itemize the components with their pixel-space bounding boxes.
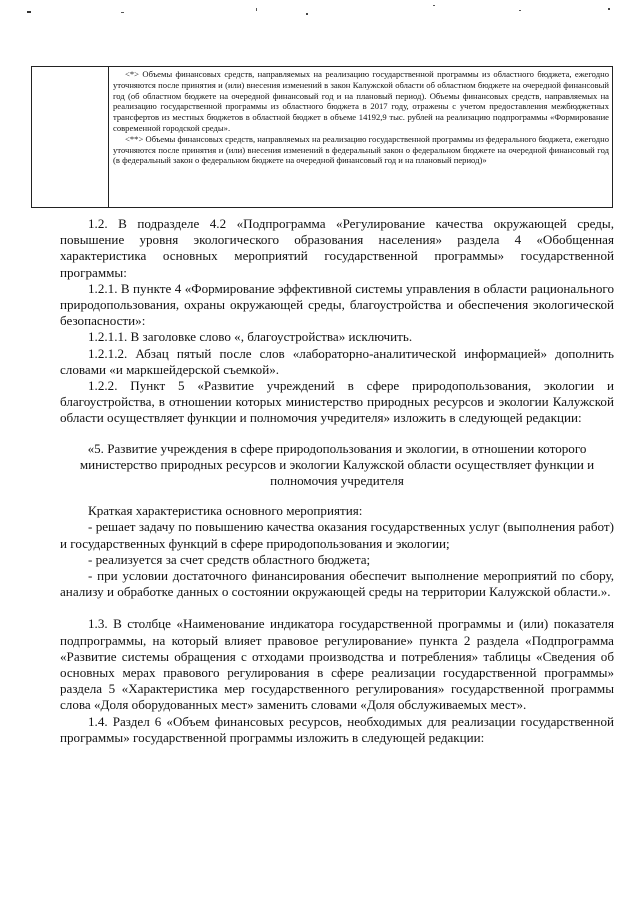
paragraph-1-2-1-2: 1.2.1.2. Абзац пятый после слов «лабораторно-аналитической информацией» дополнить словами «и маркшейдерской съемкой». [60, 345, 614, 377]
footnote-regional-budget: <*> Объемы финансовых средств, направляемых на реализацию государственной программы из областного бюджета, ежегодно уточняются после принятия и (или) внесения изменений в закон Калужской области об областном бюджете на очередной финансовый год (об областном бюджете на очередной финансовый год и на плановый период). Объемы финансовых средств, направляемых на реализацию государственной программы из областного бюджета в 2017 году, отражены с учетом предоставления межбюджетных трансфертов из местных бюджетов в областной бюджет в объеме 14192,9 тыс. рублей на реализацию подпрограммы «Формирование современной городской среды». [113, 69, 609, 133]
paragraph-1-4: 1.4. Раздел 6 «Объем финансовых ресурсов, необходимых для реализации государственной программы» государственной программы изложить в следующей редакции: [60, 713, 614, 745]
footnotes-table-text-cell [109, 67, 612, 207]
paragraph-summary-title: Краткая характеристика основного мероприятия: [88, 503, 363, 519]
section-heading-5: «5. Развитие учреждения в сфере природопользования и экологии, в отношении которого министерство природных ресурсов и экологии Калужской области осуществляет функции и полномочия учредителя [79, 440, 595, 489]
paragraph-1-2-1: 1.2.1. В пункте 4 «Формирование эффективной системы управления в области рационального природопользования, охраны окружающей среды, благоустройства и обеспечения экологической безопасности»: [60, 280, 614, 329]
paragraph-1-2-2: 1.2.2. Пункт 5 «Развитие учреждений в сфере природопользования, экологии и благоустройства, в отношении которых министерство природных ресурсов и экологии Калужской области осуществляет функции и полномочия учредителя» изложить в следующей редакции: [60, 378, 614, 426]
scan-specks [0, 0, 640, 30]
footnote-federal-budget: <**> Объемы финансовых средств, направляемых на реализацию государственной программы из федерального бюджета, ежегодно уточняются после принятия и (или) внесения изменений в федеральный закон о федеральном бюджете на очередной финансовый год (в федеральный закон о федеральном бюджете на очередной финансовый год и на плановый период)» [113, 133, 609, 166]
footnotes-table-empty-cell [32, 67, 109, 207]
paragraph-1-2-1-1: 1.2.1.1. В заголовке слово «, благоустройства» исключить. [88, 329, 413, 345]
paragraph-summary-item-1: - решает задачу по повышению качества оказания государственных услуг (выполнения работ) и государственных функций в сфере природопользования и экологии; [60, 519, 614, 551]
document-body [60, 216, 614, 746]
paragraph-summary-item-2: - реализуется за счет средств областного бюджета; [88, 551, 371, 567]
paragraph-1-3: 1.3. В столбце «Наименование индикатора государственной программы и (или) показателя подпрограммы, на который влияет правовое регулирование» пункта 2 раздела «Подпрограмма «Развитие системы обращения с отходами производства и потребления» таблицы «Сведения об основных мерах правового регулирования в сфере реализации государственной программы» раздела 5 «Характеристика мер государственного регулирования» государственной программы слова «Доля оборудованных мест» заменить словами «Доля обслуживаемых мест». [60, 616, 614, 713]
paragraph-summary-item-3: - при условии достаточного финансирования обеспечит выполнение мероприятий по сбору, анализу и обработке данных о состоянии окружающей среды на территории Калужской области.». [60, 568, 614, 600]
footnotes-table [31, 66, 613, 208]
paragraph-1-2: 1.2. В подразделе 4.2 «Подпрограмма «Регулирование качества окружающей среды, повышение уровня экологического образования населения» раздела 4 «Обобщенная характеристика основных мероприятий государственной программы» государственной программы: [60, 216, 614, 280]
